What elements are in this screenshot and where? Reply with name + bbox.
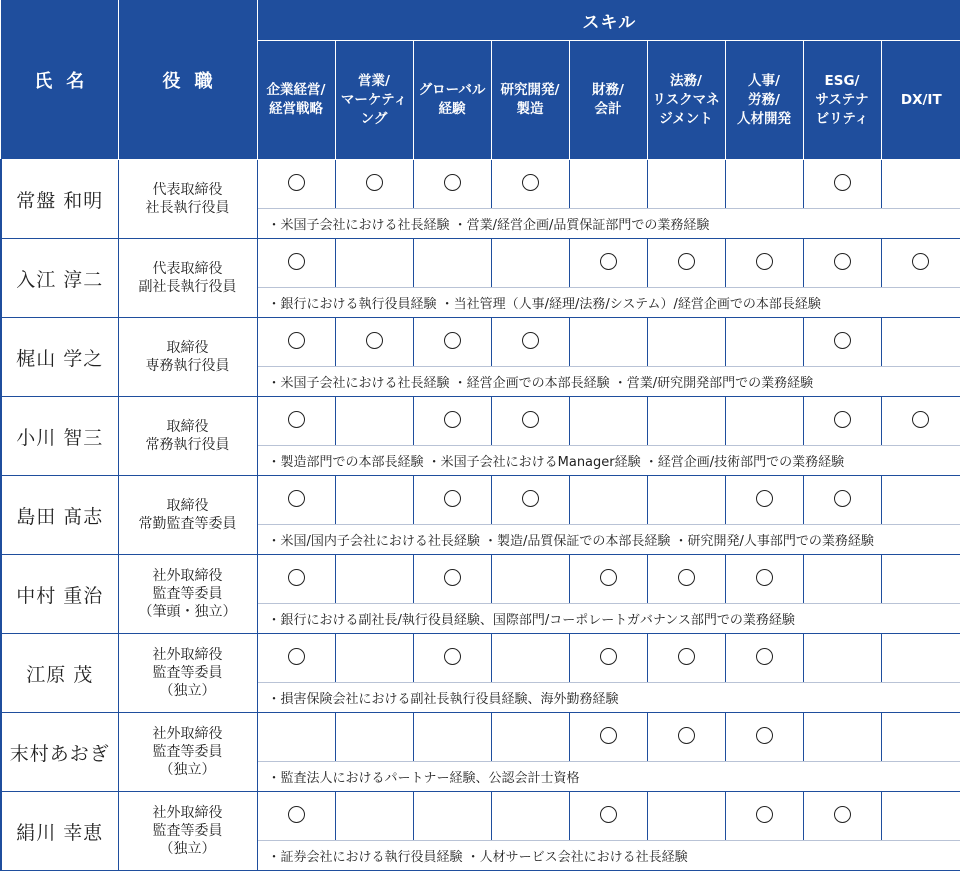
circle-mark-icon: [444, 569, 461, 586]
circle-mark-icon: [756, 806, 773, 823]
circle-mark-icon: [600, 253, 617, 270]
skill-cell: [257, 476, 335, 525]
skill-cell: [725, 634, 803, 683]
circle-mark-icon: [834, 174, 851, 191]
member-name: 中村 重治: [1, 555, 118, 634]
skill-cell: [803, 318, 881, 367]
skill-cell: [725, 476, 803, 525]
circle-mark-icon: [444, 411, 461, 428]
circle-mark-icon: [834, 490, 851, 507]
member-role: 代表取締役 社長執行役員: [118, 160, 257, 239]
circle-mark-icon: [600, 569, 617, 586]
circle-mark-icon: [834, 253, 851, 270]
skill-cell: [647, 397, 725, 446]
skill-cell: [647, 160, 725, 209]
skill-cell: [413, 792, 491, 841]
member-name: 小川 智三: [1, 397, 118, 476]
skill-cell: [257, 634, 335, 683]
member-role: 社外取締役 監査等委員 （独立）: [118, 792, 257, 871]
member-row: [1, 792, 960, 841]
skill-cell: [803, 239, 881, 288]
skill-cell: [257, 397, 335, 446]
member-name: 絹川 幸恵: [1, 792, 118, 871]
skill-cell: [881, 318, 960, 367]
skill-cell: [413, 634, 491, 683]
skill-cell: [881, 713, 960, 762]
member-row: [1, 634, 960, 683]
member-name: 常盤 和明: [1, 160, 118, 239]
skill-cell: [647, 555, 725, 604]
skill-cell: [803, 555, 881, 604]
circle-mark-icon: [912, 253, 929, 270]
skill-cell: [491, 555, 569, 604]
skill-cell: [491, 397, 569, 446]
skill-cell: [803, 634, 881, 683]
circle-mark-icon: [756, 727, 773, 744]
circle-mark-icon: [912, 411, 929, 428]
skill-cell: [569, 476, 647, 525]
skill-cell: [413, 555, 491, 604]
member-role: 社外取締役 監査等委員 （筆頭・独立）: [118, 555, 257, 634]
skill-cell: [569, 634, 647, 683]
skill-cell: [491, 476, 569, 525]
circle-mark-icon: [444, 332, 461, 349]
member-row: [1, 160, 960, 209]
circle-mark-icon: [678, 648, 695, 665]
circle-mark-icon: [756, 648, 773, 665]
circle-mark-icon: [600, 806, 617, 823]
member-role: 社外取締役 監査等委員 （独立）: [118, 713, 257, 792]
member-experience-note: ・米国/国内子会社における社長経験 ・製造/品質保証での本部長経験 ・研究開発/人事部門での業務経験: [257, 525, 960, 555]
circle-mark-icon: [366, 174, 383, 191]
member-experience-note: ・米国子会社における社長経験 ・営業/経営企画/品質保証部門での業務経験: [257, 209, 960, 239]
circle-mark-icon: [600, 648, 617, 665]
skill-cell: [725, 397, 803, 446]
skill-column-header: 人事/ 労務/ 人材開発: [725, 41, 803, 160]
skill-cell: [569, 713, 647, 762]
circle-mark-icon: [522, 174, 539, 191]
skill-cell: [647, 318, 725, 367]
member-experience-note: ・米国子会社における社長経験 ・経営企画での本部長経験 ・営業/研究開発部門での業務経験: [257, 367, 960, 397]
member-experience-note: ・銀行における副社長/執行役員経験、国際部門/コーポレートガバナンス部門での業務経験: [257, 604, 960, 634]
skill-cell: [569, 239, 647, 288]
skill-column-header: グローバル 経験: [413, 41, 491, 160]
skill-cell: [725, 318, 803, 367]
member-role: 取締役 常務執行役員: [118, 397, 257, 476]
member-row: [1, 555, 960, 604]
skill-cell: [335, 239, 413, 288]
skill-cell: [491, 713, 569, 762]
skill-cell: [647, 792, 725, 841]
skill-cell: [413, 713, 491, 762]
skill-cell: [569, 160, 647, 209]
skill-cell: [491, 160, 569, 209]
member-experience-note: ・監査法人におけるパートナー経験、公認会計士資格: [257, 762, 960, 792]
skill-cell: [569, 397, 647, 446]
skill-cell: [335, 318, 413, 367]
member-name: 梶山 学之: [1, 318, 118, 397]
skill-cell: [881, 160, 960, 209]
skill-cell: [647, 239, 725, 288]
member-name: 末村あおぎ: [1, 713, 118, 792]
skill-column-header: 財務/ 会計: [569, 41, 647, 160]
skill-cell: [257, 555, 335, 604]
skill-cell: [491, 318, 569, 367]
circle-mark-icon: [288, 490, 305, 507]
circle-mark-icon: [288, 806, 305, 823]
circle-mark-icon: [444, 648, 461, 665]
circle-mark-icon: [756, 569, 773, 586]
skill-cell: [803, 397, 881, 446]
skill-cell: [413, 160, 491, 209]
member-row: [1, 713, 960, 762]
skill-cell: [335, 160, 413, 209]
skill-cell: [335, 792, 413, 841]
skill-cell: [725, 713, 803, 762]
skill-cell: [491, 792, 569, 841]
member-row: [1, 318, 960, 367]
role-column-header: 役職: [118, 0, 257, 160]
member-name: 島田 髙志: [1, 476, 118, 555]
skill-cell: [335, 476, 413, 525]
skill-cell: [413, 318, 491, 367]
circle-mark-icon: [522, 411, 539, 428]
skill-cell: [881, 555, 960, 604]
skill-cell: [881, 634, 960, 683]
member-name: 江原 茂: [1, 634, 118, 713]
skill-cell: [257, 239, 335, 288]
member-role: 社外取締役 監査等委員 （独立）: [118, 634, 257, 713]
circle-mark-icon: [288, 569, 305, 586]
circle-mark-icon: [288, 411, 305, 428]
skill-cell: [257, 160, 335, 209]
circle-mark-icon: [756, 253, 773, 270]
skills-group-header: スキル: [257, 0, 960, 41]
skill-cell: [569, 555, 647, 604]
member-name: 入江 淳二: [1, 239, 118, 318]
skill-cell: [413, 397, 491, 446]
skill-cell: [257, 792, 335, 841]
skill-cell: [491, 239, 569, 288]
skill-cell: [881, 792, 960, 841]
skill-cell: [257, 318, 335, 367]
member-experience-note: ・銀行における執行役員経験 ・当社管理（人事/経理/法務/システム）/経営企画での本部長経験: [257, 288, 960, 318]
skill-cell: [647, 476, 725, 525]
table-header: [1, 0, 960, 160]
skill-cell: [335, 397, 413, 446]
skill-cell: [569, 318, 647, 367]
circle-mark-icon: [834, 332, 851, 349]
member-rows: [1, 160, 960, 871]
name-column-header: 氏名: [1, 0, 118, 160]
skill-cell: [335, 634, 413, 683]
skill-cell: [803, 476, 881, 525]
member-experience-note: ・証券会社における執行役員経験 ・人材サービス会社における社長経験: [257, 841, 960, 871]
skill-cell: [881, 476, 960, 525]
skill-column-header: 法務/ リスクマネ ジメント: [647, 41, 725, 160]
member-experience-note: ・製造部門での本部長経験 ・米国子会社におけるManager経験 ・経営企画/技術部門での業務経験: [257, 446, 960, 476]
skill-column-header: 営業/ マーケティング: [335, 41, 413, 160]
skill-cell: [647, 634, 725, 683]
member-role: 取締役 常勤監査等委員: [118, 476, 257, 555]
circle-mark-icon: [288, 332, 305, 349]
skill-column-header: 研究開発/ 製造: [491, 41, 569, 160]
skill-cell: [335, 555, 413, 604]
member-role: 代表取締役 副社長執行役員: [118, 239, 257, 318]
member-experience-note: ・損害保険会社における副社長執行役員経験、海外勤務経験: [257, 683, 960, 713]
circle-mark-icon: [288, 174, 305, 191]
circle-mark-icon: [600, 727, 617, 744]
circle-mark-icon: [834, 806, 851, 823]
skill-cell: [413, 476, 491, 525]
circle-mark-icon: [522, 332, 539, 349]
skill-cell: [881, 239, 960, 288]
circle-mark-icon: [444, 490, 461, 507]
skill-column-header: DX/IT: [881, 41, 960, 160]
skill-column-header: ESG/ サステナ ビリティ: [803, 41, 881, 160]
skill-cell: [725, 792, 803, 841]
skill-cell: [725, 239, 803, 288]
skill-cell: [803, 713, 881, 762]
skill-cell: [725, 160, 803, 209]
circle-mark-icon: [444, 174, 461, 191]
circle-mark-icon: [834, 411, 851, 428]
member-role: 取締役 専務執行役員: [118, 318, 257, 397]
skill-cell: [803, 160, 881, 209]
skill-cell: [413, 239, 491, 288]
circle-mark-icon: [366, 332, 383, 349]
skill-cell: [725, 555, 803, 604]
circle-mark-icon: [756, 490, 773, 507]
circle-mark-icon: [678, 569, 695, 586]
circle-mark-icon: [288, 648, 305, 665]
member-row: [1, 476, 960, 525]
skill-cell: [647, 713, 725, 762]
skill-cell: [257, 713, 335, 762]
skill-cell: [491, 634, 569, 683]
skill-cell: [335, 713, 413, 762]
skill-cell: [569, 792, 647, 841]
skill-cell: [881, 397, 960, 446]
member-row: [1, 397, 960, 446]
member-row: [1, 239, 960, 288]
circle-mark-icon: [678, 253, 695, 270]
skill-cell: [803, 792, 881, 841]
skill-column-header: 企業経営/ 経営戦略: [257, 41, 335, 160]
circle-mark-icon: [288, 253, 305, 270]
circle-mark-icon: [522, 490, 539, 507]
circle-mark-icon: [678, 727, 695, 744]
